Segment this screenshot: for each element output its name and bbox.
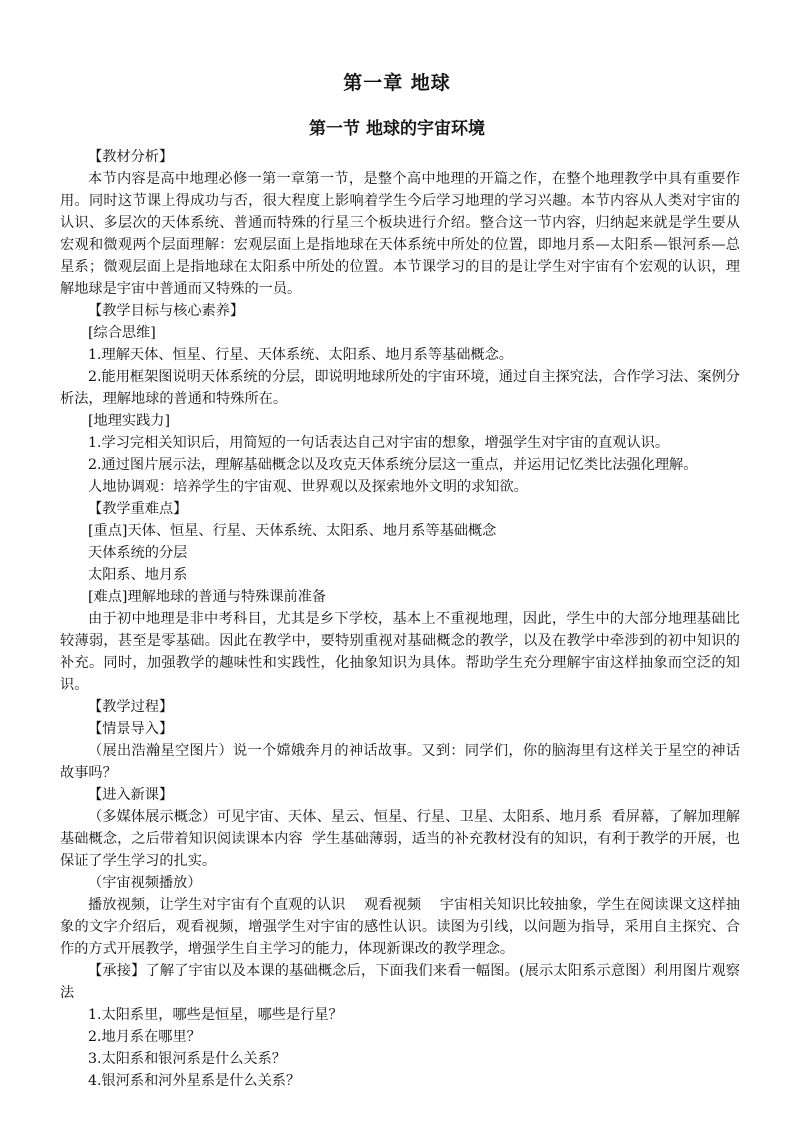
paragraph-intro: （展出浩瀚星空图片）说一个嫦娥奔月的神话故事。又到：同学们，你的脑海里有这样关于星空的神话故事吗？ (60, 743, 740, 781)
document-body (60, 146, 740, 1092)
heading-textbook-analysis: 【教材分析】 (88, 149, 174, 165)
heading-new-lesson: 【进入新课】 (88, 787, 174, 803)
list-item: 1.学习完相关知识后，用简短的一句话表达自己对宇宙的想象，增强学生对宇宙的直观认识。 (88, 435, 670, 451)
difficulty-line: [难点]理解地球的普通与特殊课前准备 (88, 589, 327, 605)
heading-intro: 【情景导入】 (88, 721, 174, 737)
paragraph-new-lesson: （多媒体展示概念）可见宇宙、天体、星云、恒星、行星、卫星、太阳系、地月系 看屏幕，了解加理解基础概念，之后带着知识阅读课本内容 学生基础薄弱，适当的补充教材没有的知识，有利于教学的开展，也保证了学生学习的扎实。 (60, 809, 740, 869)
paragraph-video: 播放视频，让学生对宇宙有个直观的认识 观看视频 宇宙相关知识比较抽象，学生在阅读课文这样抽象的文字介绍后，观看视频，增强学生对宇宙的感性认识。读图为引线，以问题为指导，采用自主探究、合作的方式开展教学，增强学生自主学习的能力，体现新课改的教学理念。 (60, 897, 740, 957)
list-item: 2.通过图片展示法，理解基础概念以及攻克天体系统分层这一重点，并运用记忆类比法强化理解。 (88, 457, 698, 473)
paragraph-transition: 【承接】了解了宇宙以及本课的基础概念后，下面我们来看一幅图。(展示太阳系示意图）利用图片观察法 (60, 963, 740, 1001)
key-point-line: 太阳系、地月系 (88, 567, 188, 583)
question-item: 4.银河系和河外星系是什么关系？ (88, 1073, 301, 1089)
paragraph-human-earth: 人地协调观：培养学生的宇宙观、世界观以及探索地外文明的求知欲。 (88, 479, 528, 495)
list-item: 1.理解天体、恒星、行星、天体系统、太阳系、地月系等基础概念。 (88, 347, 513, 363)
subheading-comprehensive-thinking: [综合思维] (88, 325, 156, 341)
question-item: 3.太阳系和银河系是什么关系？ (88, 1051, 286, 1067)
heading-objectives: 【教学目标与核心素养】 (88, 303, 245, 319)
subheading-video: （宇宙视频播放） (88, 875, 202, 891)
section-title: 第一节 地球的宇宙环境 (309, 119, 485, 139)
list-item: 2.能用框架图说明天体系统的分层，即说明地球所处的宇宙环境，通过自主探究法，合作学习法、案例分析法，理解地球的普通和特殊所在。 (60, 369, 740, 407)
chapter-title: 第一章 地球 (343, 72, 451, 94)
paragraph-textbook-analysis: 本节内容是高中地理必修一第一章第一节，是整个高中地理的开篇之作，在整个地理教学中具有重要作用。同时这节课上得成功与否，很大程度上影响着学生今后学习地理的学习兴趣。本节内容从人类对宇宙的认识、多层次的天体系统、普通而特殊的行星三个板块进行介绍。整合这一节内容，归纳起来就是学生要从宏观和微观两个层面理解：宏观层面上是指地球在天体系统中所处的位置，即地月系—太阳系—银河系—总星系；微观层面上是指地球在太阳系中所处的位置。本节课学习的目的是让学生对宇宙有个宏观的认识，理解地球是宇宙中普通而又特殊的一员。 (60, 171, 740, 297)
key-point-line: [重点]天体、恒星、行星、天体系统、太阳系、地月系等基础概念 (88, 523, 497, 539)
paragraph-preparation: 由于初中地理是非中考科目，尤其是乡下学校，基本上不重视地理，因此，学生中的大部分地理基础比较薄弱，甚至是零基础。因此在教学中，要特别重视对基础概念的教学，以及在教学中牵涉到的初中知识的补充。同时，加强教学的趣味性和实践性，化抽象知识为具体。帮助学生充分理解宇宙这样抽象而空泛的知识。 (60, 611, 740, 693)
subheading-practice: [地理实践力] (88, 413, 171, 429)
heading-process: 【教学过程】 (88, 699, 174, 715)
question-item: 1.太阳系里，哪些是恒星，哪些是行星？ (88, 1007, 343, 1023)
question-item: 2.地月系在哪里？ (88, 1029, 201, 1045)
key-point-line: 天体系统的分层 (88, 545, 188, 561)
heading-key-points: 【教学重难点】 (88, 501, 188, 517)
